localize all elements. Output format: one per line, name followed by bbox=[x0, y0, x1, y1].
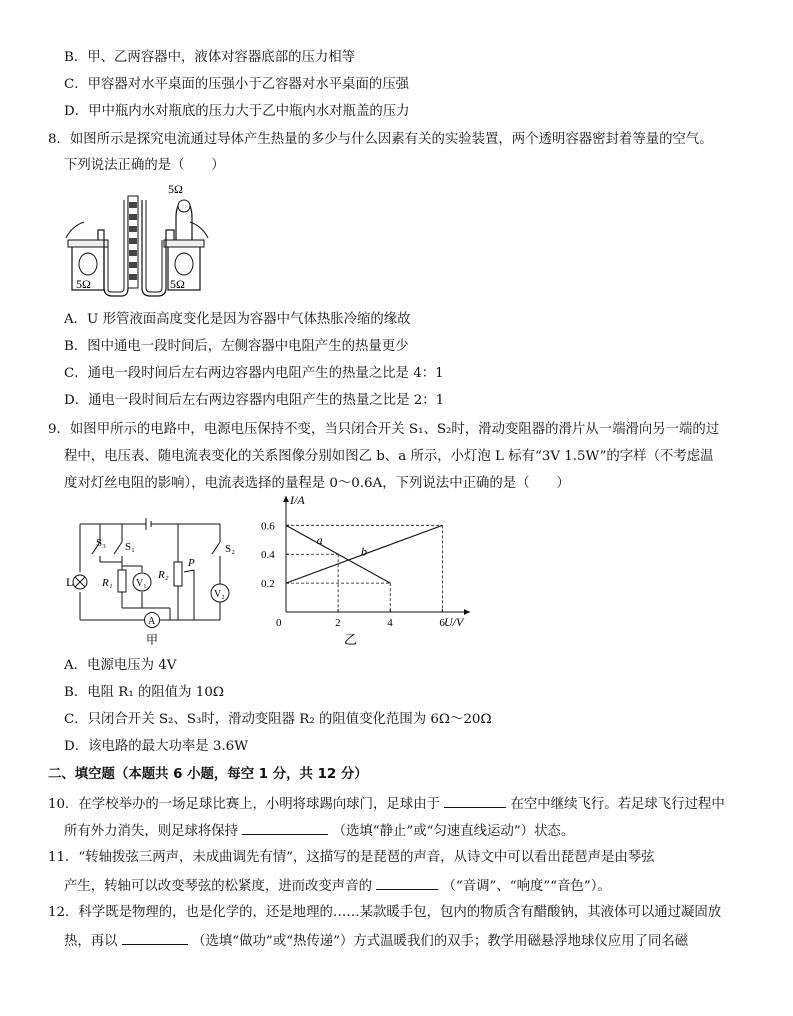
section-2-title: 二、填空题（本题共 6 小题，每空 1 分，共 12 分） bbox=[48, 767, 368, 782]
q11-text-2b: （“音调”、“响度”“音色”）。 bbox=[442, 879, 611, 894]
series-label-b: b bbox=[360, 544, 367, 559]
q9-option-c: C．只闭合开关 S₂、S₃时，滑动变阻器 R₂ 的阻值变化范围为 6Ω～20Ω bbox=[64, 712, 492, 727]
q10-line1 bbox=[48, 793, 725, 815]
series-label-a: a bbox=[316, 533, 323, 548]
q9-iu-graph bbox=[250, 493, 480, 648]
q7-option-d: D．甲中瓶内水对瓶底的压力大于乙中瓶内水对瓶盖的压力 bbox=[64, 104, 410, 119]
r2-label: R₂ bbox=[158, 569, 169, 581]
q9-circuit-diagram bbox=[66, 512, 250, 647]
q12-blank[interactable] bbox=[122, 930, 188, 945]
q9-option-a: A．电源电压为 4V bbox=[64, 658, 177, 673]
q8-option-b: B．图中通电一段时间后，左侧容器中电阻产生的热量更少 bbox=[64, 339, 409, 354]
y-axis-label: I/A bbox=[290, 493, 305, 507]
q8-option-c: C．通电一段时间后左右两边容器内电阻产生的热量之比是 4：1 bbox=[64, 366, 444, 381]
slider-p-label: P bbox=[188, 557, 195, 569]
q9-stem-line1: 9．如图甲所示的电路中，电源电压保持不变，当只闭合开关 S₁、S₂时，滑动变阻器的滑片从一端滑向另一端的过 bbox=[48, 422, 720, 437]
x-tick-label: 4 bbox=[387, 617, 393, 629]
q12-line1: 12．科学既是物理的，也是化学的，还是地理的……某款暖手包，包内的物质含有醋酸钠，其液体可以通过凝固放 bbox=[48, 905, 722, 920]
q12-line2 bbox=[64, 930, 688, 952]
left-resistor-label: 5Ω bbox=[76, 277, 91, 291]
s1-label: S₁ bbox=[125, 541, 135, 553]
lamp-label: L bbox=[66, 575, 74, 589]
q8-stem-line2: 下列说法正确的是（ ） bbox=[64, 158, 225, 173]
v1-meter-label: V₁ bbox=[136, 578, 147, 589]
q9-stem-line3: 度对灯丝电阻的影响），电流表选择的量程是 0～0.6A，下列说法中正确的是（ ） bbox=[64, 476, 570, 491]
q11-text-2a: 产生，转轴可以改变琴弦的松紧度，进而改变声音的 bbox=[64, 879, 372, 894]
x-axis-arrow bbox=[464, 609, 470, 615]
q11-line2 bbox=[64, 875, 611, 897]
r1-label: R₁ bbox=[102, 577, 113, 589]
right-resistor-label: 5Ω bbox=[170, 277, 185, 291]
q9-option-d: D．该电路的最大功率是 3.6W bbox=[64, 739, 248, 754]
q10-blank-1[interactable] bbox=[444, 793, 506, 808]
q8-option-a: A．U 形管液面高度变化是因为容器中气体热胀冷缩的缘故 bbox=[64, 312, 411, 327]
x-tick-label: 6 bbox=[439, 617, 445, 629]
q11-blank[interactable] bbox=[376, 875, 438, 890]
origin-label: 0 bbox=[276, 617, 282, 629]
top-resistor-label: 5Ω bbox=[168, 182, 183, 196]
q10-text-1a: 10．在学校举办的一场足球比赛上，小明将球踢向球门，足球由于 bbox=[48, 797, 440, 812]
q10-text-1b: 在空中继续飞行。若足球飞行过程中 bbox=[510, 797, 725, 812]
q10-text-2a: 所有外力消失，则足球将保持 bbox=[64, 824, 239, 839]
ammeter-label: A bbox=[148, 616, 156, 627]
q10-text-2b: （选填“静止”或“匀速直线运动”）状态。 bbox=[332, 824, 575, 839]
y-tick-label: 0.6 bbox=[261, 520, 275, 533]
q9-option-b: B．电阻 R₁ 的阻值为 10Ω bbox=[64, 685, 224, 700]
chart-caption: 乙 bbox=[344, 632, 358, 647]
q12-text-2a: 热，再以 bbox=[64, 934, 118, 949]
circuit-caption: 甲 bbox=[146, 633, 159, 647]
s2-label: S₂ bbox=[225, 543, 235, 555]
x-tick-label: 2 bbox=[335, 617, 341, 629]
q10-blank-2[interactable] bbox=[242, 820, 328, 835]
x-axis-label: U/V bbox=[444, 615, 464, 629]
q9-stem-line2: 程中，电压表、随电流表变化的关系图像分别如图乙 b、a 所示，小灯泡 L 标有“3V 1.5W”的字样（不考虑温 bbox=[64, 449, 714, 464]
y-axis-arrow bbox=[283, 496, 289, 502]
v2-meter-label: V₂ bbox=[214, 589, 225, 600]
y-tick-label: 0.2 bbox=[261, 578, 275, 591]
q12-text-2b: （选填“做功”或“热传递”）方式温暖我们的双手；教学用磁悬浮地球仪应用了同名磁 bbox=[192, 934, 689, 949]
q8-option-d: D．通电一段时间后左右两边容器内电阻产生的热量之比是 2：1 bbox=[64, 393, 445, 408]
q8-stem-line1: 8．如图所示是探究电流通过导体产生热量的多少与什么因素有关的实验装置，两个透明容器密封着等量的空气。 bbox=[48, 132, 713, 147]
q7-option-c: C．甲容器对水平桌面的压强小于乙容器对水平桌面的压强 bbox=[64, 77, 410, 92]
q8-apparatus-figure bbox=[62, 180, 212, 298]
y-tick-label: 0.4 bbox=[261, 549, 275, 562]
q11-line1: 11．“转轴拨弦三两声，未成曲调先有情”，这描写的是琵琶的声音，从诗文中可以看出琵琶声是由琴弦 bbox=[48, 850, 655, 865]
s3-label: S₃ bbox=[96, 537, 106, 549]
q10-line2 bbox=[64, 820, 574, 842]
q7-option-b: B．甲、乙两容器中，液体对容器底部的压力相等 bbox=[64, 50, 356, 65]
